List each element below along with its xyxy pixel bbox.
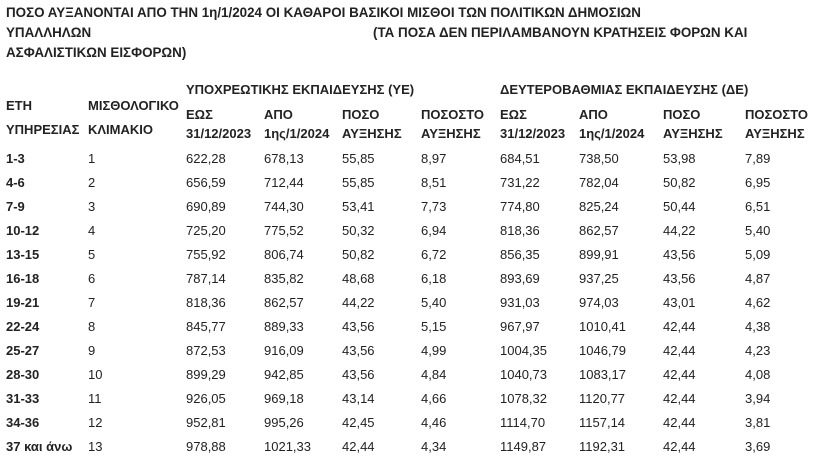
cell-de-pososto: 5,09 bbox=[745, 247, 771, 262]
cell-de-poso: 42,44 bbox=[663, 367, 696, 382]
cell-de-poso: 42,44 bbox=[663, 391, 696, 406]
cell-ye-pososto: 4,99 bbox=[421, 343, 447, 358]
cell-de-pososto: 4,08 bbox=[745, 367, 771, 382]
column-header-eti-line1: ΕΤΗ bbox=[6, 98, 32, 113]
column-header-de-apo-line1: ΑΠΟ bbox=[579, 107, 608, 122]
cell-ye-poso: 42,44 bbox=[342, 439, 375, 454]
cell-klimakio: 2 bbox=[88, 175, 96, 190]
cell-de-apo: 1083,17 bbox=[579, 367, 626, 382]
cell-ye-eos: 978,88 bbox=[186, 439, 226, 454]
cell-de-apo: 937,25 bbox=[579, 271, 619, 286]
cell-klimakio: 1 bbox=[88, 151, 96, 166]
column-header-eti bbox=[6, 96, 79, 139]
cell-ye-apo: 995,26 bbox=[264, 415, 304, 430]
cell-eti: 10-12 bbox=[6, 223, 40, 238]
cell-eti: 22-24 bbox=[6, 319, 40, 334]
cell-ye-pososto: 4,46 bbox=[421, 415, 447, 430]
cell-ye-pososto: 8,51 bbox=[421, 175, 447, 190]
cell-ye-eos: 845,77 bbox=[186, 319, 226, 334]
table-row bbox=[0, 267, 819, 291]
cell-eti: 16-18 bbox=[6, 271, 40, 286]
table-row bbox=[0, 411, 819, 435]
cell-eti: 25-27 bbox=[6, 343, 40, 358]
cell-de-eos: 893,69 bbox=[500, 271, 540, 286]
cell-de-poso: 42,44 bbox=[663, 319, 696, 334]
cell-de-pososto: 4,87 bbox=[745, 271, 771, 286]
cell-ye-eos: 872,53 bbox=[186, 343, 226, 358]
column-header-ye-pososto-line1: ΠΟΣΟΣΤΟ bbox=[421, 107, 485, 122]
cell-de-eos: 1149,87 bbox=[500, 439, 547, 454]
table-row bbox=[0, 171, 819, 195]
cell-ye-eos: 690,89 bbox=[186, 199, 226, 214]
cell-de-eos: 1004,35 bbox=[500, 343, 547, 358]
cell-eti: 13-15 bbox=[6, 247, 40, 262]
cell-ye-eos: 656,59 bbox=[186, 175, 226, 190]
cell-de-pososto: 3,94 bbox=[745, 391, 771, 406]
cell-ye-apo: 712,44 bbox=[264, 175, 304, 190]
column-header-de-pososto bbox=[745, 105, 808, 143]
cell-de-apo: 862,57 bbox=[579, 223, 619, 238]
cell-ye-poso: 48,68 bbox=[342, 271, 375, 286]
column-header-ye-apo-line1: ΑΠΟ bbox=[264, 107, 293, 122]
cell-de-apo: 1120,77 bbox=[579, 391, 626, 406]
cell-de-apo: 1192,31 bbox=[579, 439, 626, 454]
title-line-3: ΑΣΦΑΛΙΣΤΙΚΩΝ ΕΙΣΦΟΡΩΝ) bbox=[6, 45, 187, 60]
cell-eti: 28-30 bbox=[6, 367, 40, 382]
cell-ye-pososto: 5,40 bbox=[421, 295, 447, 310]
cell-de-pososto: 5,40 bbox=[745, 223, 771, 238]
cell-ye-poso: 55,85 bbox=[342, 175, 375, 190]
cell-ye-pososto: 6,72 bbox=[421, 247, 447, 262]
cell-klimakio: 9 bbox=[88, 343, 96, 358]
column-header-de-pososto-line1: ΠΟΣΟΣΤΟ bbox=[745, 107, 809, 122]
column-header-ye-pososto-line2: ΑΥΞΗΣΗΣ bbox=[421, 126, 481, 141]
cell-klimakio: 13 bbox=[88, 439, 103, 454]
cell-de-apo: 1046,79 bbox=[579, 343, 626, 358]
cell-eti: 19-21 bbox=[6, 295, 40, 310]
group-header-de: ΔΕΥΤΕΡΟΒΑΘΜΙΑΣ ΕΚΠΑΙΔΕΥΣΗΣ (ΔΕ) bbox=[500, 82, 749, 97]
table-row bbox=[0, 195, 819, 219]
cell-ye-apo: 1021,33 bbox=[264, 439, 311, 454]
cell-de-pososto: 6,51 bbox=[745, 199, 771, 214]
cell-klimakio: 5 bbox=[88, 247, 96, 262]
cell-ye-apo: 744,30 bbox=[264, 199, 304, 214]
column-header-ye-eos-line2: 31/12/2023 bbox=[186, 126, 252, 141]
cell-ye-pososto: 8,97 bbox=[421, 151, 447, 166]
table-row bbox=[0, 147, 819, 171]
column-header-de-poso-line2: ΑΥΞΗΣΗΣ bbox=[663, 126, 723, 141]
cell-de-poso: 43,56 bbox=[663, 271, 696, 286]
cell-de-eos: 1114,70 bbox=[500, 415, 546, 430]
cell-de-eos: 856,35 bbox=[500, 247, 540, 262]
column-header-klimakio-line2: ΚΛΙΜΑΚΙΟ bbox=[88, 122, 153, 137]
cell-klimakio: 8 bbox=[88, 319, 96, 334]
column-header-de-eos-line1: ΕΩΣ bbox=[500, 107, 527, 122]
cell-ye-eos: 952,81 bbox=[186, 415, 226, 430]
cell-ye-apo: 942,85 bbox=[264, 367, 304, 382]
cell-ye-pososto: 6,18 bbox=[421, 271, 447, 286]
cell-de-apo: 825,24 bbox=[579, 199, 619, 214]
column-header-ye-apo bbox=[264, 105, 329, 143]
cell-de-poso: 43,56 bbox=[663, 247, 696, 262]
column-header-de-pososto-line2: ΑΥΞΗΣΗΣ bbox=[745, 126, 805, 141]
cell-eti: 4-6 bbox=[6, 175, 25, 190]
cell-ye-eos: 899,29 bbox=[186, 367, 226, 382]
cell-klimakio: 12 bbox=[88, 415, 103, 430]
cell-de-apo: 1010,41 bbox=[579, 319, 626, 334]
cell-de-poso: 42,44 bbox=[663, 439, 696, 454]
cell-ye-poso: 50,32 bbox=[342, 223, 375, 238]
cell-ye-pososto: 6,94 bbox=[421, 223, 447, 238]
cell-ye-eos: 755,92 bbox=[186, 247, 226, 262]
cell-de-apo: 782,04 bbox=[579, 175, 619, 190]
cell-de-apo: 1157,14 bbox=[579, 415, 626, 430]
cell-de-eos: 818,36 bbox=[500, 223, 540, 238]
column-header-de-apo bbox=[579, 105, 644, 143]
cell-ye-pososto: 4,84 bbox=[421, 367, 447, 382]
cell-ye-pososto: 4,34 bbox=[421, 439, 447, 454]
column-header-de-eos bbox=[500, 105, 565, 143]
cell-de-pososto: 3,69 bbox=[745, 439, 771, 454]
cell-de-poso: 50,82 bbox=[663, 175, 696, 190]
cell-ye-apo: 678,13 bbox=[264, 151, 304, 166]
table-row bbox=[0, 387, 819, 411]
cell-ye-poso: 55,85 bbox=[342, 151, 375, 166]
table-row bbox=[0, 339, 819, 363]
column-header-klimakio bbox=[88, 96, 179, 139]
column-header-de-poso bbox=[663, 105, 723, 143]
cell-ye-apo: 969,18 bbox=[264, 391, 304, 406]
cell-de-poso: 43,01 bbox=[663, 295, 696, 310]
column-header-klimakio-line1: ΜΙΣΘΟΛΟΓΙΚΟ bbox=[88, 98, 179, 113]
cell-de-pososto: 6,95 bbox=[745, 175, 771, 190]
cell-de-pososto: 4,62 bbox=[745, 295, 771, 310]
cell-eti: 1-3 bbox=[6, 151, 25, 166]
cell-de-eos: 774,80 bbox=[500, 199, 540, 214]
cell-klimakio: 11 bbox=[88, 391, 102, 406]
column-header-eti-line2: ΥΠΗΡΕΣΙΑΣ bbox=[6, 122, 80, 137]
cell-ye-apo: 916,09 bbox=[264, 343, 304, 358]
cell-klimakio: 10 bbox=[88, 367, 103, 382]
cell-klimakio: 4 bbox=[88, 223, 96, 238]
column-header-ye-poso-line1: ΠΟΣΟ bbox=[342, 107, 380, 122]
cell-de-pososto: 4,38 bbox=[745, 319, 771, 334]
cell-de-eos: 1078,32 bbox=[500, 391, 547, 406]
table-row bbox=[0, 219, 819, 243]
cell-de-poso: 42,44 bbox=[663, 343, 696, 358]
cell-de-pososto: 7,89 bbox=[745, 151, 771, 166]
cell-ye-apo: 889,33 bbox=[264, 319, 304, 334]
column-header-ye-poso bbox=[342, 105, 402, 143]
cell-klimakio: 7 bbox=[88, 295, 96, 310]
cell-eti: 31-33 bbox=[6, 391, 40, 406]
cell-ye-apo: 862,57 bbox=[264, 295, 304, 310]
document-title bbox=[6, 3, 816, 63]
cell-eti: 37 και άνω bbox=[6, 439, 73, 454]
cell-klimakio: 6 bbox=[88, 271, 96, 286]
cell-de-eos: 1040,73 bbox=[500, 367, 547, 382]
cell-ye-poso: 42,45 bbox=[342, 415, 375, 430]
cell-ye-eos: 818,36 bbox=[186, 295, 226, 310]
cell-ye-apo: 775,52 bbox=[264, 223, 304, 238]
cell-de-eos: 967,97 bbox=[500, 319, 540, 334]
cell-ye-poso: 43,56 bbox=[342, 367, 375, 382]
cell-ye-eos: 622,28 bbox=[186, 151, 226, 166]
cell-klimakio: 3 bbox=[88, 199, 96, 214]
table-row bbox=[0, 291, 819, 315]
column-header-ye-eos-line1: ΕΩΣ bbox=[186, 107, 213, 122]
title-line-1: ΠΟΣΟ ΑΥΞΑΝΟΝΤΑΙ ΑΠΟ ΤΗΝ 1η/1/2024 ΟΙ ΚΑΘΑΡΟΙ ΒΑΣΙΚΟΙ ΜΙΣΘΟΙ ΤΩΝ ΠΟΛΙΤΙΚΩΝ ΔΗΜΟΣΙΩΝ bbox=[6, 5, 641, 20]
table-row bbox=[0, 363, 819, 387]
cell-ye-poso: 50,82 bbox=[342, 247, 375, 262]
cell-de-eos: 731,22 bbox=[500, 175, 540, 190]
column-header-ye-eos bbox=[186, 105, 251, 143]
cell-ye-poso: 43,56 bbox=[342, 319, 375, 334]
title-note: (ΤΑ ΠΟΣΑ ΔΕΝ ΠΕΡΙΛΑΜΒΑΝΟΥΝ ΚΡΑΤΗΣΕΙΣ ΦΟΡΩΝ ΚΑΙ bbox=[373, 25, 748, 40]
cell-de-poso: 44,22 bbox=[663, 223, 696, 238]
title-line-2-text: ΥΠΑΛΛΗΛΩΝ bbox=[6, 25, 92, 40]
cell-ye-apo: 835,82 bbox=[264, 271, 304, 286]
cell-de-pososto: 4,23 bbox=[745, 343, 771, 358]
cell-ye-pososto: 5,15 bbox=[421, 319, 447, 334]
cell-ye-eos: 725,20 bbox=[186, 223, 226, 238]
cell-de-apo: 738,50 bbox=[579, 151, 619, 166]
cell-de-poso: 42,44 bbox=[663, 415, 696, 430]
column-header-ye-poso-line2: ΑΥΞΗΣΗΣ bbox=[342, 126, 402, 141]
cell-eti: 7-9 bbox=[6, 199, 25, 214]
group-header-ye: ΥΠΟΧΡΕΩΤΙΚΗΣ ΕΚΠΑΙΔΕΥΣΗΣ (ΥΕ) bbox=[186, 82, 415, 97]
cell-ye-apo: 806,74 bbox=[264, 247, 304, 262]
cell-ye-poso: 43,56 bbox=[342, 343, 375, 358]
cell-ye-poso: 43,14 bbox=[342, 391, 375, 406]
column-header-de-poso-line1: ΠΟΣΟ bbox=[663, 107, 701, 122]
cell-eti: 34-36 bbox=[6, 415, 40, 430]
title-line-2 bbox=[6, 23, 816, 43]
cell-ye-eos: 787,14 bbox=[186, 271, 226, 286]
cell-ye-pososto: 7,73 bbox=[421, 199, 447, 214]
cell-de-eos: 684,51 bbox=[500, 151, 540, 166]
cell-de-poso: 50,44 bbox=[663, 199, 696, 214]
column-header-de-apo-line2: 1ης/1/2024 bbox=[579, 126, 645, 141]
column-header-ye-pososto bbox=[421, 105, 484, 143]
table-row bbox=[0, 315, 819, 339]
cell-ye-eos: 926,05 bbox=[186, 391, 226, 406]
cell-de-pososto: 3,81 bbox=[745, 415, 771, 430]
cell-ye-poso: 53,41 bbox=[342, 199, 375, 214]
table-row bbox=[0, 435, 819, 459]
cell-ye-poso: 44,22 bbox=[342, 295, 375, 310]
column-header-ye-apo-line2: 1ης/1/2024 bbox=[264, 126, 330, 141]
cell-de-apo: 899,91 bbox=[579, 247, 619, 262]
table-row bbox=[0, 243, 819, 267]
column-header-de-eos-line2: 31/12/2023 bbox=[500, 126, 566, 141]
cell-de-eos: 931,03 bbox=[500, 295, 540, 310]
cell-ye-pososto: 4,66 bbox=[421, 391, 447, 406]
cell-de-poso: 53,98 bbox=[663, 151, 696, 166]
cell-de-apo: 974,03 bbox=[579, 295, 619, 310]
